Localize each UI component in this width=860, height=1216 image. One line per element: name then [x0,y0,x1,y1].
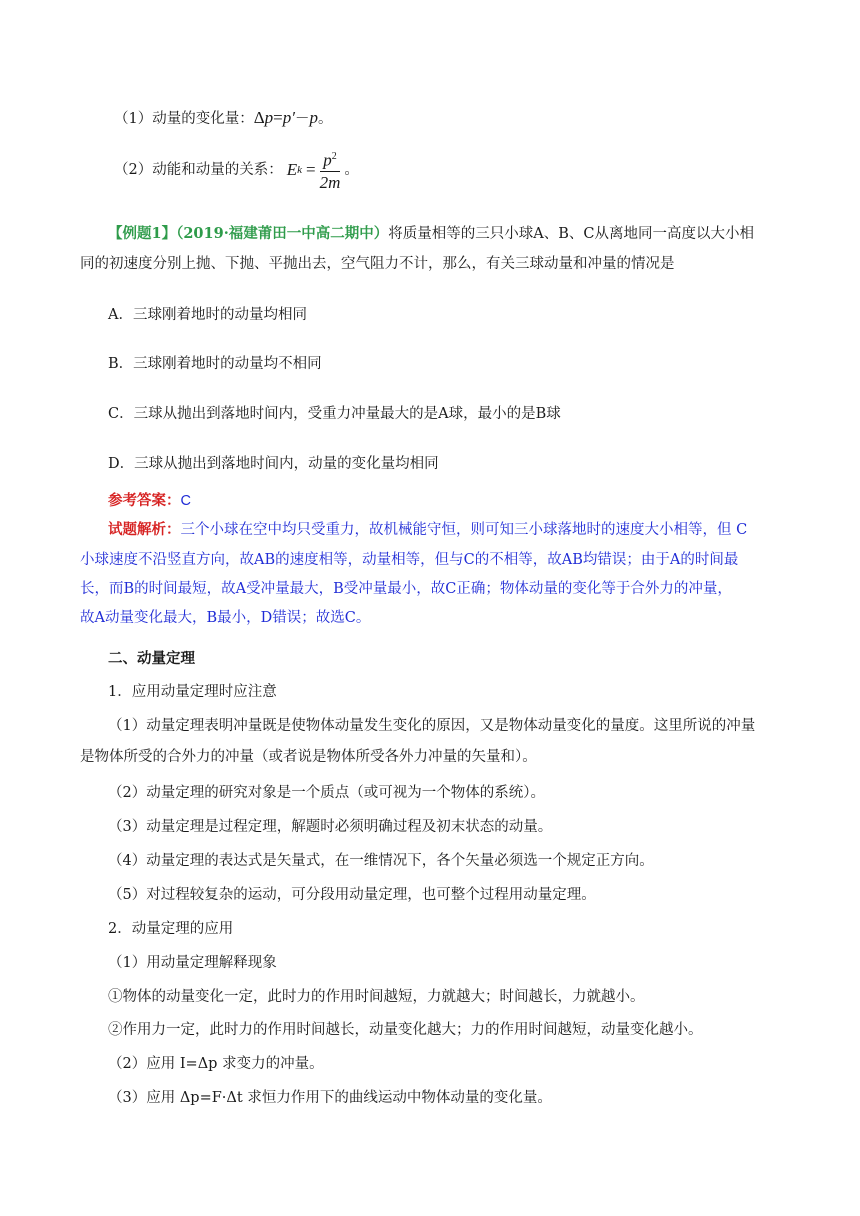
answer-label: 参考答案： [108,492,181,509]
analysis-text: 三个小球在空中均只受重力，故机械能守恒，则可知三小球落地时的速度大小相等，但 C [180,522,748,538]
analysis-line-1 [108,520,747,540]
example-stem-line1 [108,224,754,244]
analysis-line-4: 故A动量变化最大，B最小，D错误；故选C。 [80,610,371,626]
formula-eq: = [273,108,283,127]
item1-label: （1）动量的变化量： [114,111,254,127]
app-line-3: ②作用力一定，此时力的作用时间越长，动量变化越大；力的作用时间越短，动量变化越小。 [108,1022,703,1038]
fraction-numerator [320,146,341,173]
example-stem-line2: 同的初速度分别上抛、下抛、平抛出去，空气阻力不计，那么，有关三球动量和冲量的情况是 [80,256,675,272]
app-line-4: （2）应用 I=Δp 求变力的冲量。 [108,1056,324,1072]
momentum-change-line [114,108,332,129]
option-a: A．三球刚着地时的动量均相同 [108,307,307,323]
app-line-5: （3）应用 Δp=F·Δt 求恒力作用下的曲线运动中物体动量的变化量。 [108,1090,552,1106]
note-line-1: （1）动量定理表明冲量既是使物体动量发生变化的原因，又是物体动量变化的量度。这里所说的冲量 [108,718,756,734]
option-d: D．三球从抛出到落地时间内，动量的变化量均相同 [108,456,439,472]
formula-var: p [309,108,318,127]
note-line-2: 是物体所受的合外力的冲量（或者说是物体所受各外力冲量的矢量和）。 [80,749,537,765]
note-line-6: （5）对过程较复杂的运动，可分段用动量定理，也可整个过程用动量定理。 [108,887,596,903]
example-tag: 【例题1】 [108,225,177,242]
subsection-1: 1．应用动量定理时应注意 [108,684,277,700]
formula-var: p′ [282,108,295,127]
formula-minus: － [294,111,310,127]
delta-symbol: Δ [253,108,265,127]
formula-var: p [264,108,274,127]
formula-eq: = [306,160,316,179]
answer-value: C [180,493,191,509]
energy-momentum-line [114,145,359,195]
app-line-2: ①物体的动量变化一定，此时力的作用时间越短，力就越大；时间越长，力就越小。 [108,989,645,1005]
app-line-1: （1）用动量定理解释现象 [108,955,277,971]
analysis-label: 试题解析： [108,521,181,538]
option-b: B．三球刚着地时的动量均不相同 [108,356,322,372]
note-line-5: （4）动量定理的表达式是矢量式，在一维情况下，各个矢量必须选一个规定正方向。 [108,853,654,869]
example-stem: 将质量相等的三只小球A、B、C从离地同一高度以大小相 [388,226,754,242]
formula-sub: k [297,164,303,176]
analysis-line-3: 长，而B的时间最短，故A受冲量最大，B受冲量最小，故C正确；物体动量的变化等于合外力的冲量， [80,581,732,597]
punct: 。 [344,162,359,178]
note-line-3: （2）动量定理的研究对象是一个质点（或可视为一个物体的系统）。 [108,785,545,801]
formula-var: p [323,150,332,170]
option-c: C．三球从抛出到落地时间内，受重力冲量最大的是A球，最小的是B球 [108,406,561,422]
formula-sup: 2 [331,150,337,162]
formula-var: E [286,160,298,179]
fraction [320,146,341,195]
note-line-4: （3）动量定理是过程定理，解题时必须明确过程及初末状态的动量。 [108,819,553,835]
punct: 。 [317,111,333,127]
subsection-2: 2．动量定理的应用 [108,921,234,937]
example-source: （2019·福建莆田一中高二期中） [176,225,389,242]
item2-label: （2）动能和动量的关系： [114,162,283,178]
analysis-line-2: 小球速度不沿竖直方向，故AB的速度相等，动量相等，但与C的不相等，故AB均错误；由于A的时间最 [80,552,739,568]
section-heading: 二、动量定理 [108,650,195,667]
answer-line [108,491,191,511]
fraction-denominator: 2m [319,173,341,193]
